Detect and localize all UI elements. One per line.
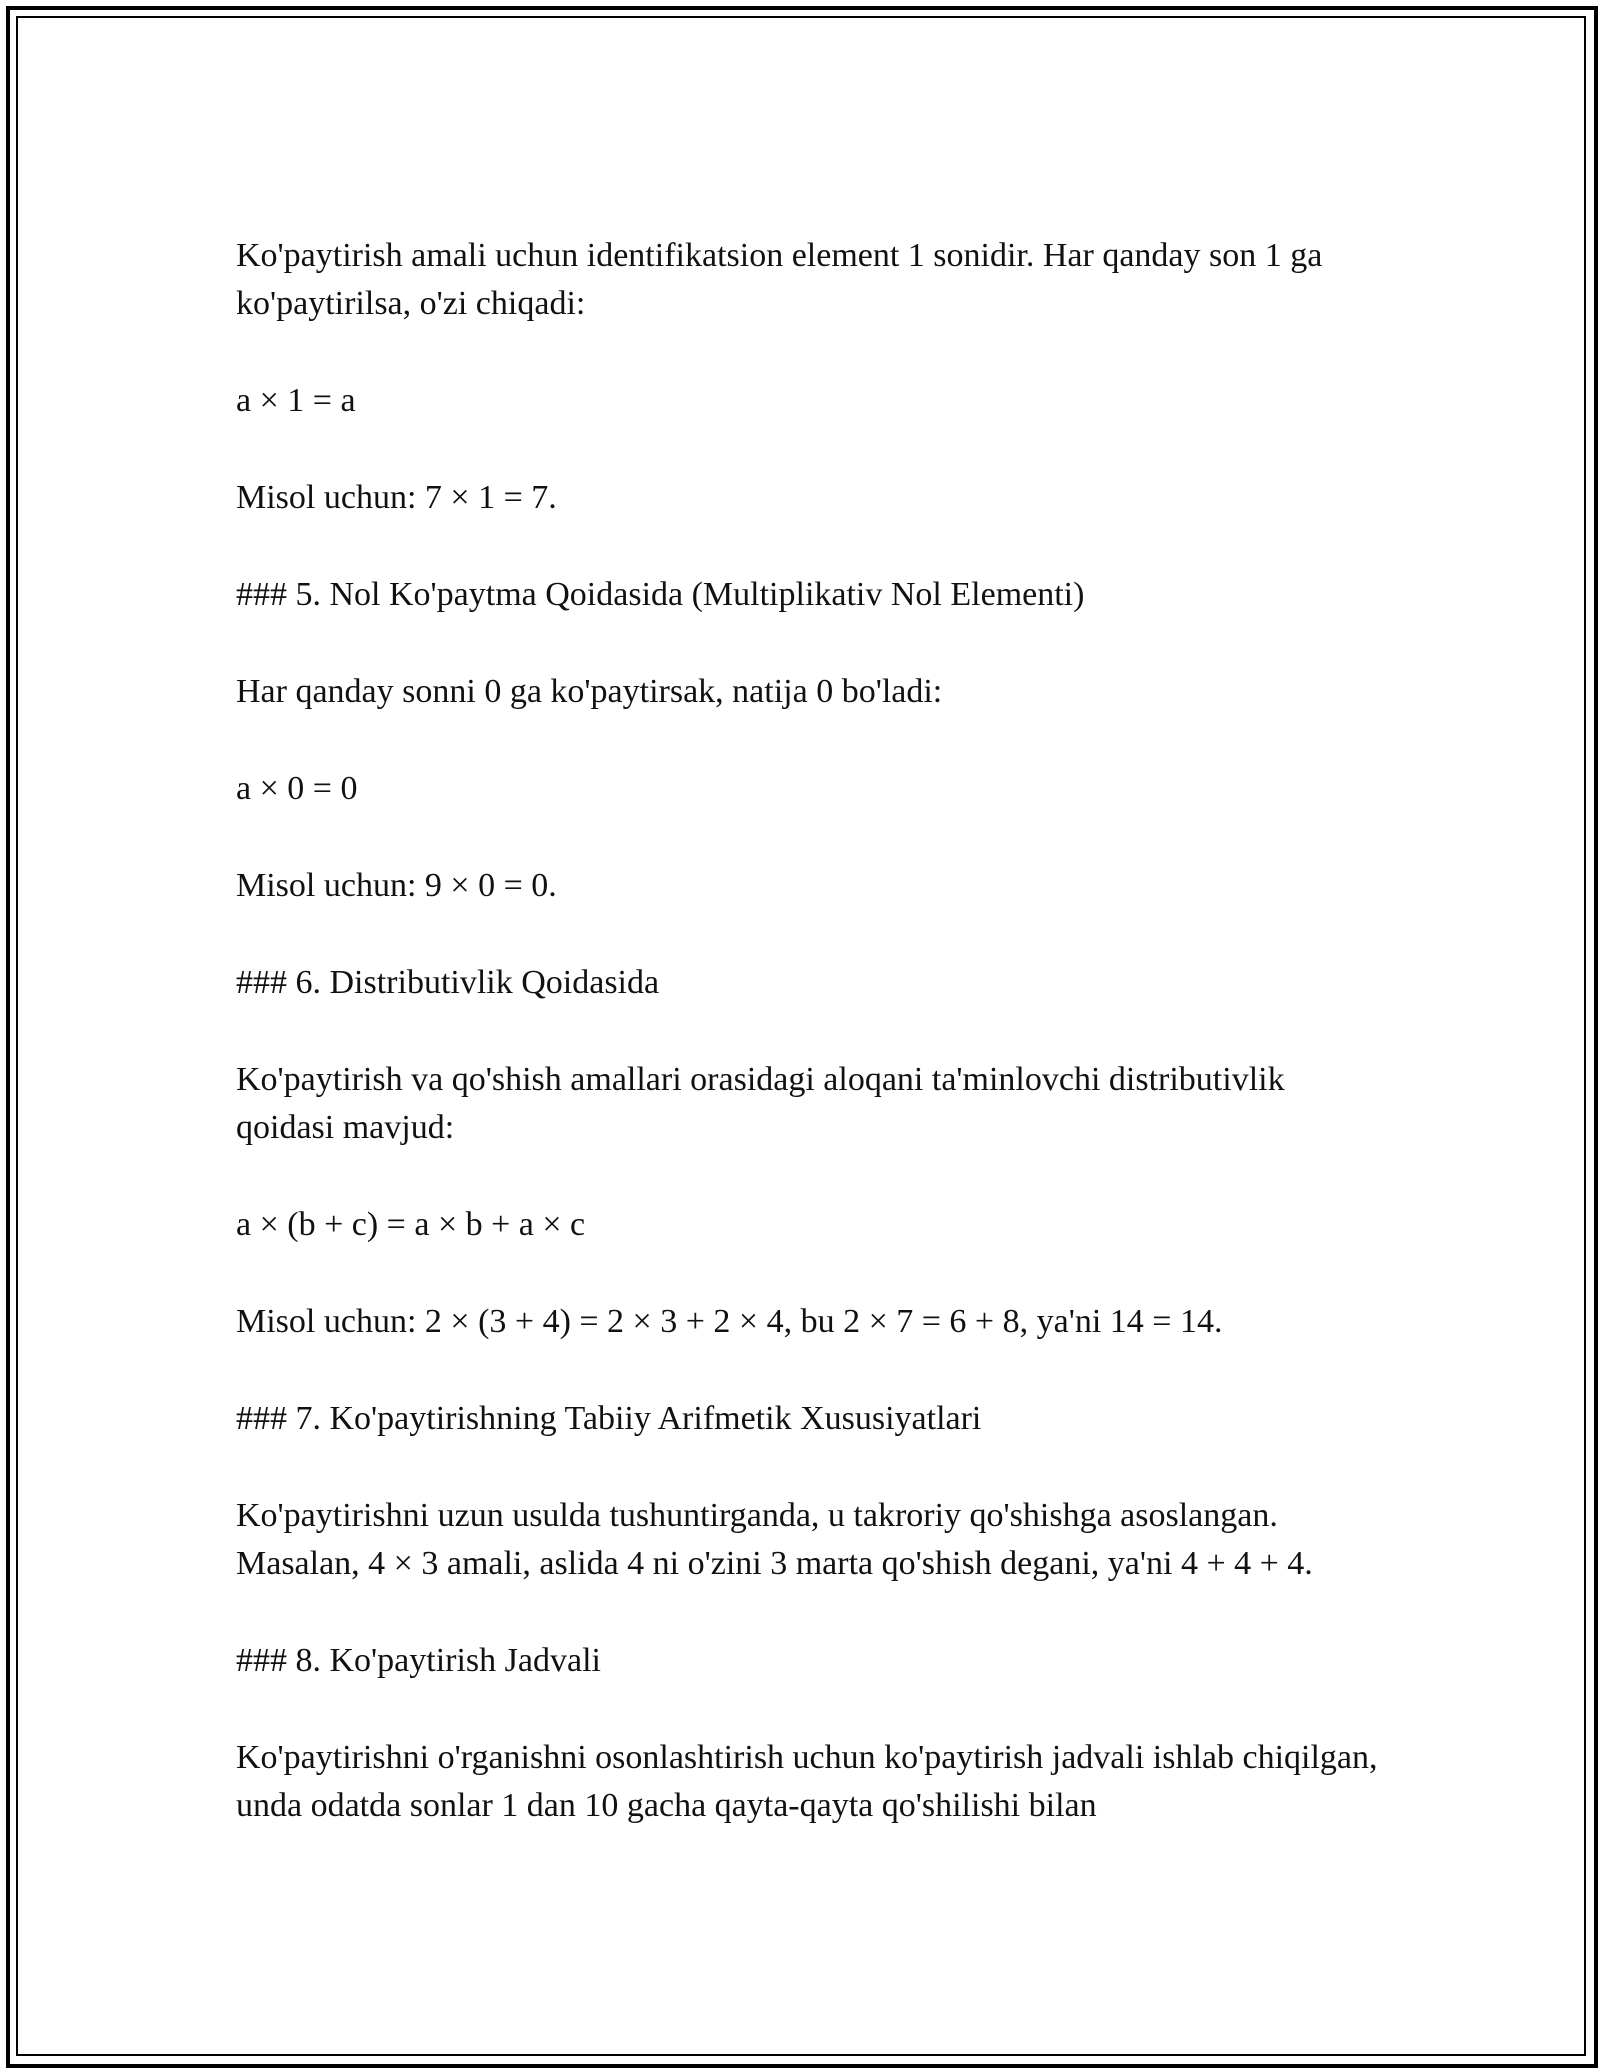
- formula-identity: a × 1 = a: [236, 382, 356, 419]
- paragraph-zero-rule: Har qanday sonni 0 ga ko'paytirsak, natija 0 bo'ladi:: [236, 673, 943, 710]
- paragraph-identity-element: Ko'paytirish amali uchun identifikatsion element 1 sonidir. Har qanday son 1 ga ko'paytirilsa, o'zi chiqadi:: [236, 237, 1323, 322]
- heading-section-7: ### 7. Ko'paytirishning Tabiiy Arifmetik Xususiyatlari: [236, 1400, 982, 1437]
- formula-zero: a × 0 = 0: [236, 770, 358, 807]
- paragraph-multiplication-table: Ko'paytirishni o'rganishni osonlashtirish uchun ko'paytirish jadvali ishlab chiqilgan, unda odatda sonlar 1 dan 10 gacha qayta-qayta qo'shilishi bilan: [236, 1739, 1378, 1824]
- heading-section-5: ### 5. Nol Ko'paytma Qoidasida (Multiplikativ Nol Elementi): [236, 576, 1085, 613]
- example-distributive: Misol uchun: 2 × (3 + 4) = 2 × 3 + 2 × 4, bu 2 × 7 = 6 + 8, ya'ni 14 = 14.: [236, 1303, 1223, 1340]
- example-zero: Misol uchun: 9 × 0 = 0.: [236, 867, 557, 904]
- paragraph-repeated-addition: Ko'paytirishni uzun usulda tushuntirganda, u takroriy qo'shishga asoslangan. Masalan, 4 × 3 amali, aslida 4 ni o'zini 3 marta qo'shish degani, ya'ni 4 + 4 + 4.: [236, 1497, 1313, 1582]
- paragraph-distributive: Ko'paytirish va qo'shish amallari orasidagi aloqani ta'minlovchi distributivlik qoidasi mavjud:: [236, 1061, 1285, 1146]
- example-identity: Misol uchun: 7 × 1 = 7.: [236, 479, 557, 516]
- formula-distributive: a × (b + c) = a × b + a × c: [236, 1206, 586, 1243]
- heading-section-6: ### 6. Distributivlik Qoidasida: [236, 964, 660, 1001]
- document-body: [236, 232, 1386, 1879]
- heading-section-8: ### 8. Ko'paytirish Jadvali: [236, 1642, 601, 1679]
